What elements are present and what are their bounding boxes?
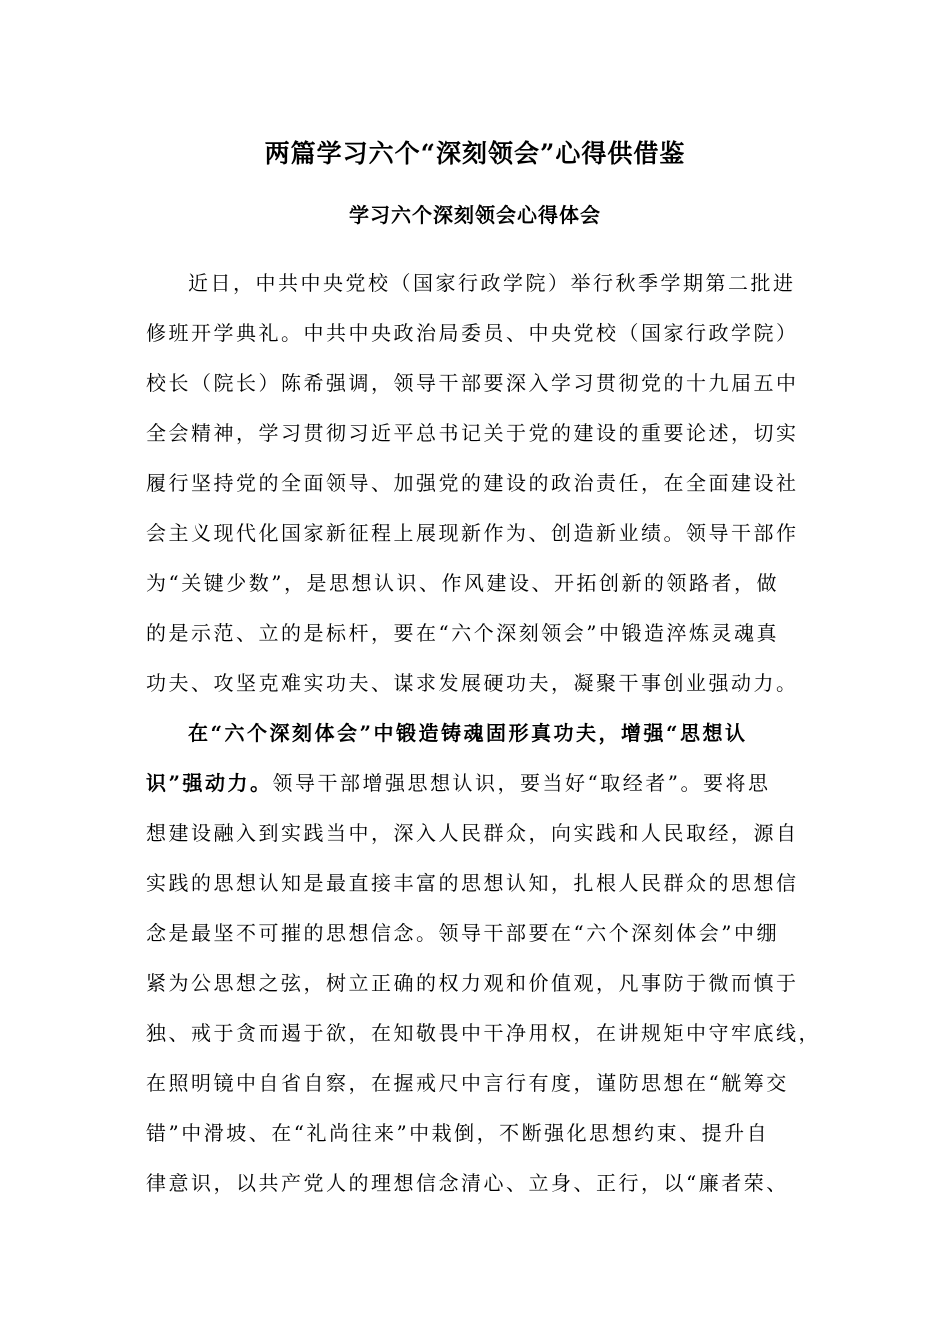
paragraph-line: 修班开学典礼。中共中央政治局委员、中央党校（国家行政学院） xyxy=(146,321,799,345)
paragraph-line: 履行坚持党的全面领导、加强党的建设的政治责任，在全面建设社 xyxy=(146,471,799,495)
paragraph-line: 错”中滑坡、在“礼尚往来”中栽倒，不断强化思想约束、提升自 xyxy=(146,1121,770,1145)
paragraph-2 xyxy=(146,708,821,1208)
paragraph-line: 为“关键少数”，是思想认识、作风建设、开拓创新的领路者，做 xyxy=(146,571,779,595)
paragraph-line: 实践的思想认知是最直接丰富的思想认知，扎根人民群众的思想信 xyxy=(146,871,799,895)
paragraph-line xyxy=(146,758,806,808)
paragraph-line: 会主义现代化国家新征程上展现新作为、创造新业绩。领导干部作 xyxy=(146,521,799,545)
paragraph-line: 校长（院长）陈希强调，领导干部要深入学习贯彻党的十九届五中 xyxy=(146,371,799,395)
paragraph-line: 想建设融入到实践当中，深入人民群众，向实践和人民取经，源自 xyxy=(146,821,799,845)
paragraph-line: 念是最坚不可摧的思想信念。领导干部要在“六个深刻体会”中绷 xyxy=(146,921,779,945)
paragraph-line: 近日，中共中央党校（国家行政学院）举行秋季学期第二批进 xyxy=(188,271,796,295)
paragraph-line: 在照明镜中自省自察，在握戒尺中言行有度，谨防思想在“觥筹交 xyxy=(146,1071,789,1095)
paragraph-line: 全会精神，学习贯彻习近平总书记关于党的建设的重要论述，切实 xyxy=(146,421,799,445)
paragraph-1 xyxy=(146,258,806,708)
paragraph-line: 紧为公思想之弦，树立正确的权力观和价值观，凡事防于微而慎于 xyxy=(146,971,799,995)
paragraph-text: 领导干部增强思想认识，要当好“取经者”。要将思 xyxy=(272,771,771,795)
section-heading-tail: 识”强动力。 xyxy=(146,771,273,795)
document-subtitle: 学习六个深刻领会心得体会 xyxy=(349,203,601,227)
paragraph-line: 功夫、攻坚克难实功夫、谋求发展硬功夫，凝聚干事创业强动力。 xyxy=(146,671,799,695)
section-heading-line: 在“六个深刻体会”中锻造铸魂固形真功夫，增强“思想认 xyxy=(188,721,748,745)
paragraph-line: 律意识，以共产党人的理想信念清心、立身、正行，以“廉者荣、 xyxy=(146,1171,789,1195)
document-title: 两篇学习六个“深刻领会”心得供借鉴 xyxy=(264,139,686,168)
paragraph-line: 的是示范、立的是标杆，要在“六个深刻领会”中锻造淬炼灵魂真 xyxy=(146,621,779,645)
paragraph-line: 独、戒于贪而遏于欲，在知敬畏中干净用权，在讲规矩中守牢底线， xyxy=(146,1021,821,1045)
